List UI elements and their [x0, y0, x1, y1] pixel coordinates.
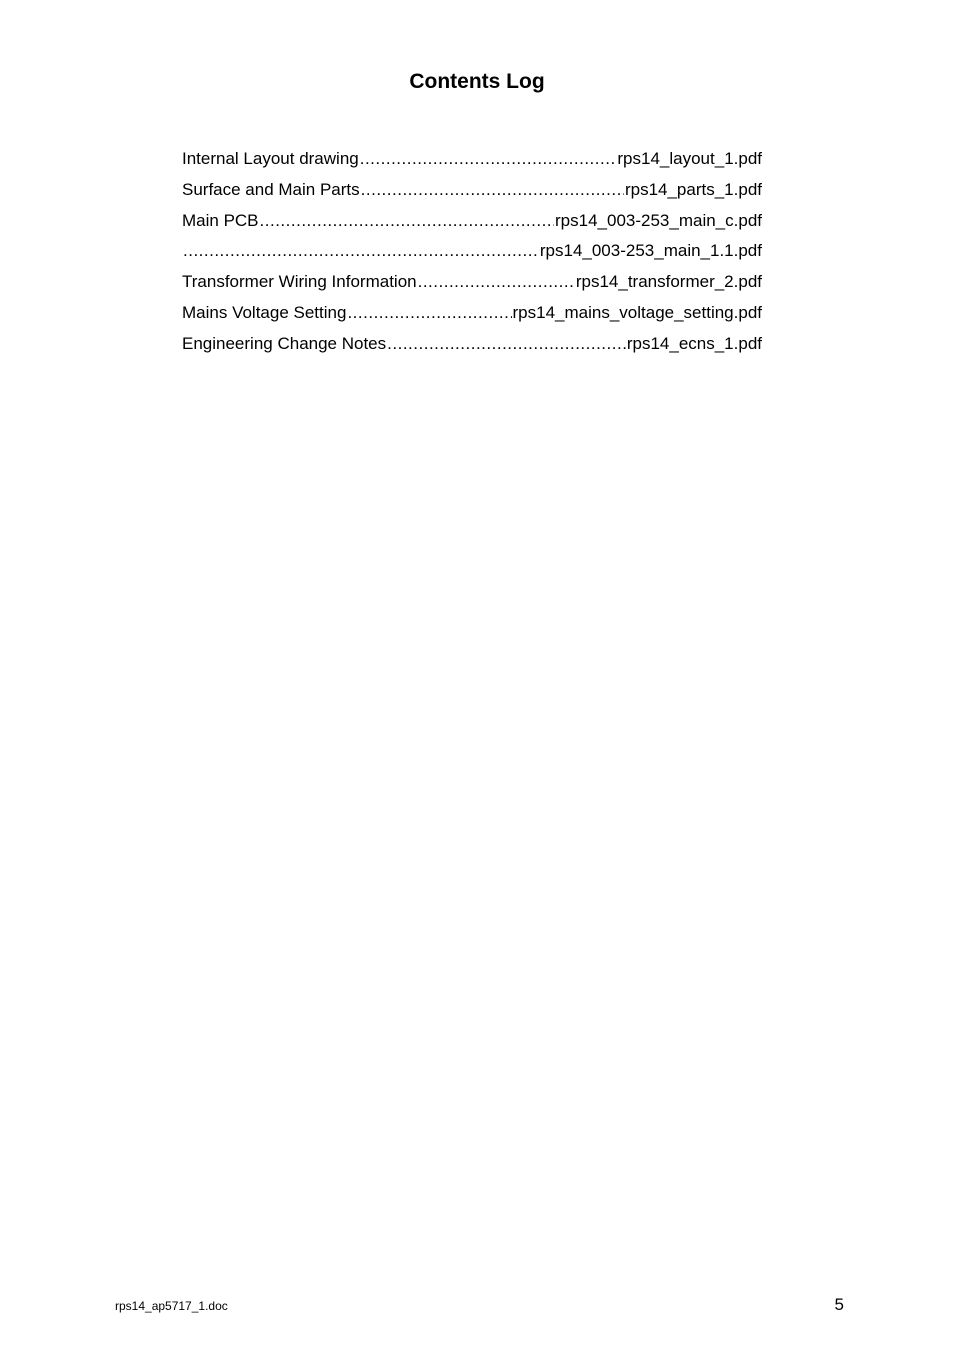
footer-filename: rps14_ap5717_1.doc: [115, 1299, 228, 1313]
entry-file: rps14_003-253_main_c.pdf: [555, 210, 762, 230]
dot-leader: [183, 236, 539, 267]
contents-entry: [182, 267, 762, 298]
entry-label: Internal Layout drawing: [182, 149, 359, 168]
contents-entry: [182, 329, 762, 360]
entry-file: rps14_003-253_main_1.1.pdf: [539, 241, 762, 261]
dot-leader: [361, 175, 624, 206]
entry-label: Engineering Change Notes: [182, 333, 387, 353]
entry-file: rps14_ecns_1.pdf: [626, 333, 762, 353]
dot-leader: [418, 267, 575, 298]
dot-leader: [360, 144, 617, 175]
entry-label: Main PCB: [182, 210, 259, 230]
entry-file: rps14_mains_voltage_setting.pdf: [512, 302, 762, 322]
dot-leader: [347, 298, 511, 329]
entry-label: Surface and Main Parts: [182, 179, 360, 199]
page-number: 5: [834, 1295, 844, 1314]
entry-file: rps14_layout_1.pdf: [617, 149, 762, 168]
entry-file: rps14_transformer_2.pdf: [575, 272, 762, 292]
contents-entry: [182, 144, 762, 175]
page-title: Contents Log: [409, 70, 545, 93]
contents-entry: [182, 236, 762, 267]
entry-label: Transformer Wiring Information: [182, 272, 417, 292]
dot-leader: [387, 329, 626, 360]
contents-entry: [182, 175, 762, 206]
entry-file: rps14_parts_1.pdf: [624, 179, 762, 199]
dot-leader: [260, 206, 554, 237]
contents-entry: [182, 206, 762, 237]
entry-label: Mains Voltage Setting: [182, 302, 347, 322]
contents-list: [182, 144, 762, 360]
contents-entry: [182, 298, 762, 329]
